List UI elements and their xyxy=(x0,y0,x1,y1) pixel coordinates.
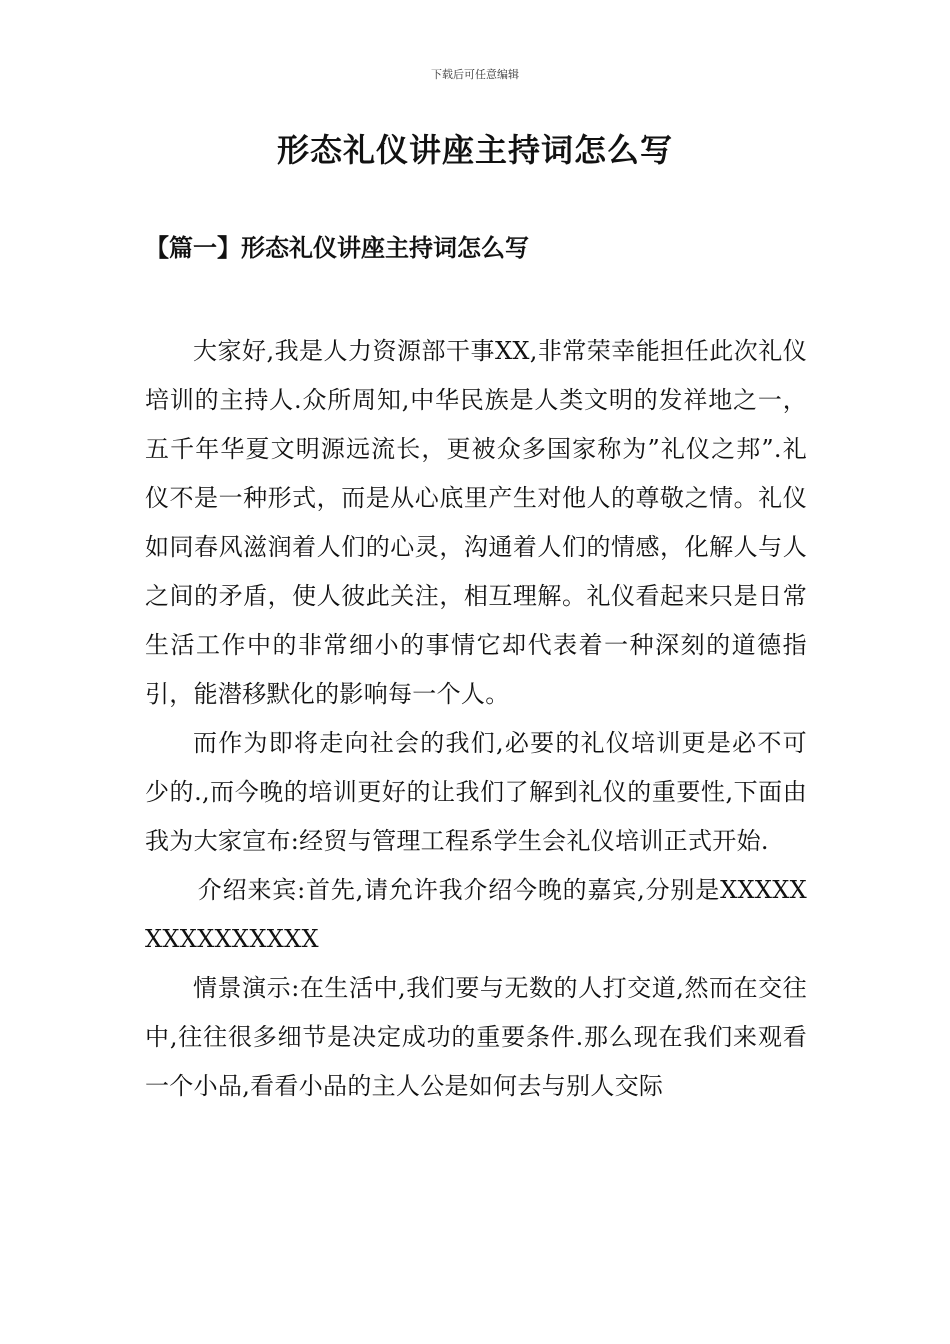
paragraph-opening: 而作为即将走向社会的我们,必要的礼仪培训更是必不可少的.,而今晚的培训更好的让我们了解到礼仪的重要性,下面由我为大家宣布:经贸与管理工程系学生会礼仪培训正式开始. xyxy=(145,729,807,855)
paragraph-scenario: 情景演示:在生活中,我们要与无数的人打交道,然而在交往中,往往很多细节是决定成功的重要条件.那么现在我们来观看一个小品,看看小品的主人公是如何去与别人交际 xyxy=(145,974,807,1100)
header-note: 下载后可任意编辑 xyxy=(431,68,519,81)
document-body xyxy=(145,327,807,1111)
section-heading: 【篇一】形态礼仪讲座主持词怎么写 xyxy=(145,233,529,262)
document-title: 形态礼仪讲座主持词怎么写 xyxy=(276,131,673,169)
paragraph-intro: 大家好,我是人力资源部干事XX,非常荣幸能担任此次礼仪培训的主持人.众所周知,中华民族是人类文明的发祥地之一，五千年华夏文明源远流长，更被众多国家称为”礼仪之邦”.礼仪不是一种形式，而是从心底里产生对他人的尊敬之情。礼仪如同春风滋润着人们的心灵，沟通着人们的情感，化解人与人之间的矛盾，使人彼此关注，相互理解。礼仪看起来只是日常生活工作中的非常细小的事情它却代表着一种深刻的道德指引，能潜移默化的影响每一个人。 xyxy=(145,337,807,708)
paragraph-guests: 介绍来宾:首先,请允许我介绍今晚的嘉宾,分别是XXXXXXXXXXXXXXX xyxy=(145,876,807,953)
